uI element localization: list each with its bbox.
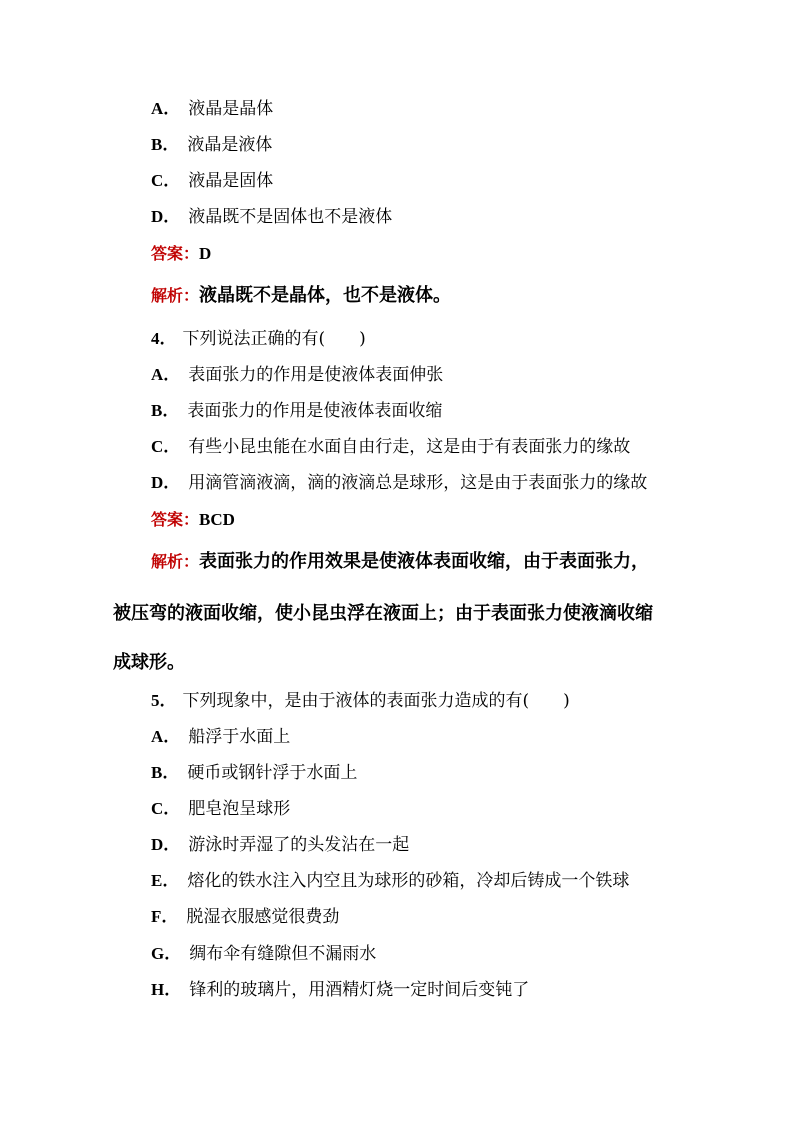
q3-option-a xyxy=(151,98,273,120)
option-letter: H． xyxy=(151,980,182,999)
question-text: 下列说法正确的有( xyxy=(182,329,326,349)
q5-option-a xyxy=(151,726,290,748)
option-letter: B． xyxy=(151,401,180,420)
option-letter: A． xyxy=(151,365,181,384)
q4-option-d xyxy=(151,472,647,494)
option-letter: F． xyxy=(151,907,179,926)
analysis-label: 解析： xyxy=(151,552,200,571)
question-paren-close: ) xyxy=(359,329,366,349)
question-paren-close: ) xyxy=(563,691,570,711)
option-text: 液晶是液体 xyxy=(187,135,273,155)
q3-option-c xyxy=(151,170,273,192)
option-text: 锋利的玻璃片，用酒精灯烧一定时间后变钝了 xyxy=(189,980,530,1000)
q5-option-h xyxy=(151,979,529,1001)
option-text: 表面张力的作用是使液体表面收缩 xyxy=(187,401,443,421)
option-text: 游泳时弄湿了的头发沾在一起 xyxy=(188,835,410,855)
option-letter: D． xyxy=(151,207,181,226)
q4-stem xyxy=(151,328,366,350)
q4-analysis xyxy=(151,551,649,573)
q5-option-b xyxy=(151,762,357,784)
option-letter: C． xyxy=(151,799,181,818)
question-number: 4． xyxy=(151,329,177,348)
option-letter: A． xyxy=(151,99,181,118)
q5-option-c xyxy=(151,798,290,820)
option-letter: D． xyxy=(151,835,181,854)
q3-option-b xyxy=(151,134,272,156)
answer-value: BCD xyxy=(199,510,235,529)
q4-analysis-line-2: 被压弯的液面收缩，使小昆虫浮在液面上；由于表面张力使液滴收缩 xyxy=(113,603,653,624)
q5-option-g xyxy=(151,943,376,965)
option-text: 液晶是固体 xyxy=(188,171,274,191)
q4-analysis-line-3: 成球形。 xyxy=(113,652,185,673)
option-text: 液晶既不是固体也不是液体 xyxy=(188,207,393,227)
option-text: 硬币或钢针浮于水面上 xyxy=(187,763,358,783)
analysis-text: 表面张力的作用效果是使液体表面收缩，由于表面张力， xyxy=(199,551,650,572)
answer-value: D xyxy=(199,244,212,263)
q5-stem xyxy=(151,690,570,712)
q4-option-b xyxy=(151,400,442,422)
option-letter: E． xyxy=(151,871,180,890)
analysis-text: 液晶既不是晶体，也不是液体。 xyxy=(199,285,452,306)
q4-answer xyxy=(151,509,235,531)
option-letter: C． xyxy=(151,171,181,190)
option-text: 肥皂泡呈球形 xyxy=(188,799,291,819)
option-text: 表面张力的作用是使液体表面伸张 xyxy=(188,365,444,385)
option-text: 绸布伞有缝隙但不漏雨水 xyxy=(189,944,377,964)
q5-option-e xyxy=(151,870,629,892)
option-text: 液晶是晶体 xyxy=(188,99,274,119)
q3-analysis xyxy=(151,285,451,307)
q4-option-a xyxy=(151,364,443,386)
option-letter: B． xyxy=(151,763,180,782)
option-letter: C． xyxy=(151,437,181,456)
option-text: 船浮于水面上 xyxy=(188,727,291,747)
question-number: 5． xyxy=(151,691,177,710)
question-text: 下列现象中，是由于液体的表面张力造成的有( xyxy=(182,691,530,711)
option-text: 用滴管滴液滴，滴的液滴总是球形，这是由于表面张力的缘故 xyxy=(188,473,648,493)
option-letter: G． xyxy=(151,944,182,963)
option-letter: B． xyxy=(151,135,180,154)
q3-answer xyxy=(151,243,211,265)
q3-option-d xyxy=(151,206,392,228)
q5-option-d xyxy=(151,834,409,856)
option-text: 脱湿衣服感觉很费劲 xyxy=(186,907,340,927)
q4-option-c xyxy=(151,436,630,458)
answer-label: 答案： xyxy=(151,510,200,529)
answer-label: 答案： xyxy=(151,244,200,263)
option-text: 熔化的铁水注入内空且为球形的砂箱，冷却后铸成一个铁球 xyxy=(187,871,630,891)
q5-option-f xyxy=(151,906,339,928)
analysis-label: 解析： xyxy=(151,286,200,305)
option-letter: D． xyxy=(151,473,181,492)
option-letter: A． xyxy=(151,727,181,746)
option-text: 有些小昆虫能在水面自由行走，这是由于有表面张力的缘故 xyxy=(188,437,631,457)
